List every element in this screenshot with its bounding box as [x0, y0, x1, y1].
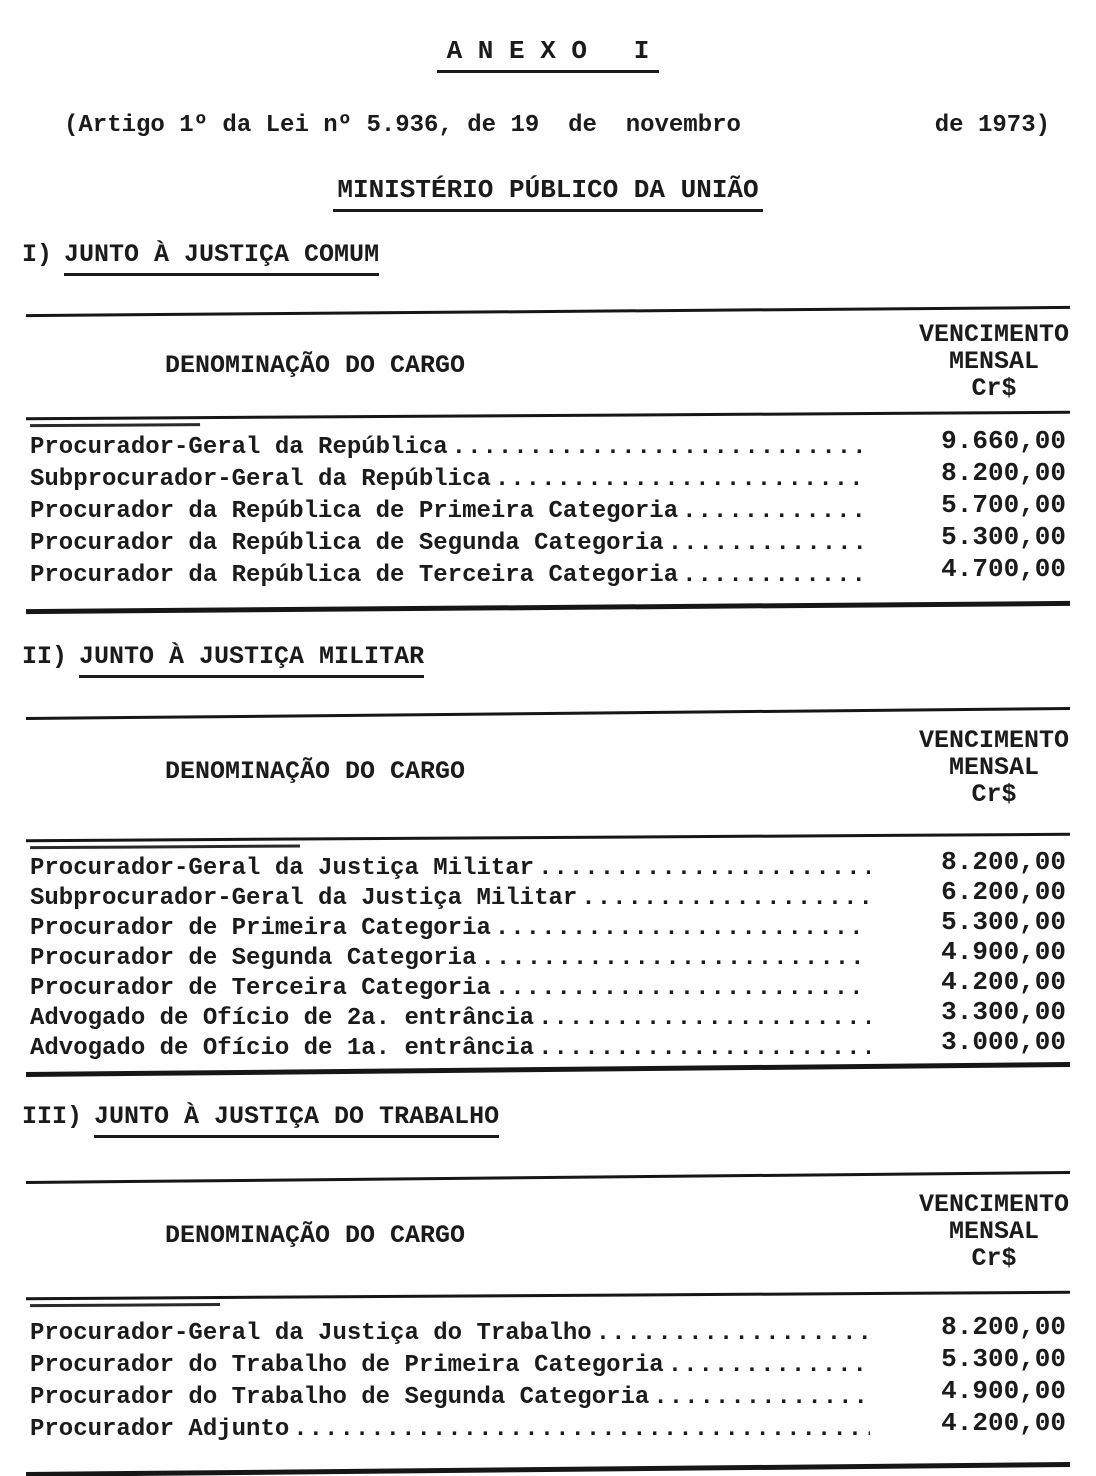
cargo-label: Procurador da República de Primeira Categoria	[30, 498, 679, 525]
vencimento-value: 8.200,00	[941, 1312, 1066, 1342]
vencimento-line1: VENCIMENTO	[918, 726, 1070, 755]
leader-dots	[495, 975, 870, 1003]
vencimento-value: 5.300,00	[941, 522, 1066, 552]
vencimento-value: 5.300,00	[941, 1344, 1066, 1374]
table-justica-trabalho	[0, 1176, 1096, 1472]
column-header-cargo: DENOMINAÇÃO DO CARGO	[165, 1221, 466, 1250]
cargo-label: Procurador-Geral da Justiça do Trabalho	[30, 1320, 592, 1347]
vencimento-value: 3.300,00	[941, 997, 1066, 1027]
table-header	[0, 1179, 1096, 1294]
section-heading-justica-comum	[22, 240, 1096, 276]
artigo-line	[0, 111, 1096, 141]
cargo-label: Procurador-Geral da Justiça Militar	[30, 855, 535, 882]
cargo-label: Procurador do Trabalho de Segunda Categoria	[30, 1384, 650, 1411]
leader-dots	[668, 528, 870, 559]
section-heading-justica-trabalho	[22, 1102, 1096, 1138]
leader-dots	[538, 1035, 870, 1063]
vencimento-value: 4.900,00	[941, 1376, 1066, 1406]
artigo-left-text: (Artigo 1º da Lei nº 5.936, de 19 de novembro	[64, 112, 741, 139]
cargo-label: Procurador da República de Segunda Categoria	[30, 530, 664, 557]
cargo-label: Advogado de Ofício de 2a. entrância	[30, 1005, 535, 1032]
cargo-label: Subprocurador-Geral da República	[30, 466, 491, 493]
leader-dots	[495, 464, 870, 495]
vencimento-value: 9.660,00	[941, 426, 1066, 456]
table-justica-comum	[0, 310, 1096, 610]
leader-dots	[596, 1318, 870, 1349]
column-header-vencimento	[894, 727, 1094, 808]
column-header-cargo: DENOMINAÇÃO DO CARGO	[165, 351, 466, 380]
table-body	[0, 1297, 1096, 1467]
leader-dots	[452, 432, 870, 463]
leader-dots	[293, 1414, 870, 1445]
section-title: JUNTO À JUSTIÇA DO TRABALHO	[94, 1102, 499, 1138]
leader-dots	[538, 855, 870, 883]
cargo-label: Subprocurador-Geral da Justiça Militar	[30, 885, 578, 912]
vencimento-line3: Cr$	[971, 1244, 1017, 1273]
vencimento-line3: Cr$	[971, 374, 1017, 403]
vencimento-value: 8.200,00	[941, 458, 1066, 488]
section-number: II)	[22, 642, 68, 671]
leader-dots	[480, 945, 870, 973]
table-header	[0, 715, 1096, 836]
leader-dots	[581, 885, 870, 913]
table-body	[0, 839, 1096, 1067]
leader-dots	[495, 915, 870, 943]
vencimento-value: 8.200,00	[941, 847, 1066, 877]
cargo-label: Procurador da República de Terceira Categoria	[30, 562, 679, 589]
artigo-right-text: de 1973)	[934, 112, 1050, 139]
cargo-label: Procurador Adjunto	[30, 1416, 290, 1443]
cargo-label: Advogado de Ofício de 1a. entrância	[30, 1035, 535, 1062]
vencimento-line3: Cr$	[971, 780, 1017, 809]
vencimento-line2: MENSAL	[948, 753, 1039, 782]
section-title: JUNTO À JUSTIÇA MILITAR	[79, 642, 424, 678]
vencimento-value: 6.200,00	[941, 877, 1066, 907]
vencimento-value: 4.700,00	[941, 554, 1066, 584]
column-header-vencimento	[894, 1191, 1094, 1272]
leader-dots	[682, 560, 870, 591]
cargo-label: Procurador de Terceira Categoria	[30, 975, 491, 1002]
table-header	[0, 313, 1096, 414]
section-number: I)	[22, 240, 53, 269]
table-row	[0, 1408, 1096, 1445]
page-title	[0, 36, 1096, 73]
leader-dots	[682, 496, 870, 527]
section-number: III)	[22, 1102, 83, 1131]
table-row	[0, 554, 1096, 591]
table-body	[0, 417, 1096, 605]
vencimento-value: 4.900,00	[941, 937, 1066, 967]
vencimento-value: 4.200,00	[941, 967, 1066, 997]
vencimento-line2: MENSAL	[948, 1217, 1039, 1246]
document-subtitle-text: MINISTÉRIO PÚBLICO DA UNIÃO	[333, 175, 762, 212]
page-title-text: A N E X O I	[437, 36, 660, 73]
table-row	[0, 1027, 1096, 1063]
vencimento-line2: MENSAL	[948, 347, 1039, 376]
vencimento-value: 4.200,00	[941, 1408, 1066, 1438]
table-justica-militar	[0, 712, 1096, 1072]
section-heading-justica-militar	[22, 642, 1096, 678]
column-header-vencimento	[894, 321, 1094, 402]
leader-dots	[668, 1350, 870, 1381]
column-header-cargo: DENOMINAÇÃO DO CARGO	[165, 757, 466, 786]
cargo-label: Procurador de Primeira Categoria	[30, 915, 491, 942]
cargo-label: Procurador do Trabalho de Primeira Categoria	[30, 1352, 664, 1379]
document-subtitle	[0, 175, 1096, 212]
vencimento-line1: VENCIMENTO	[918, 1190, 1070, 1219]
leader-dots	[538, 1005, 870, 1033]
vencimento-line1: VENCIMENTO	[918, 320, 1070, 349]
vencimento-value: 3.000,00	[941, 1027, 1066, 1057]
cargo-label: Procurador de Segunda Categoria	[30, 945, 477, 972]
vencimento-value: 5.700,00	[941, 490, 1066, 520]
vencimento-value: 5.300,00	[941, 907, 1066, 937]
leader-dots	[653, 1382, 870, 1413]
cargo-label: Procurador-Geral da República	[30, 434, 448, 461]
section-title: JUNTO À JUSTIÇA COMUM	[64, 240, 379, 276]
